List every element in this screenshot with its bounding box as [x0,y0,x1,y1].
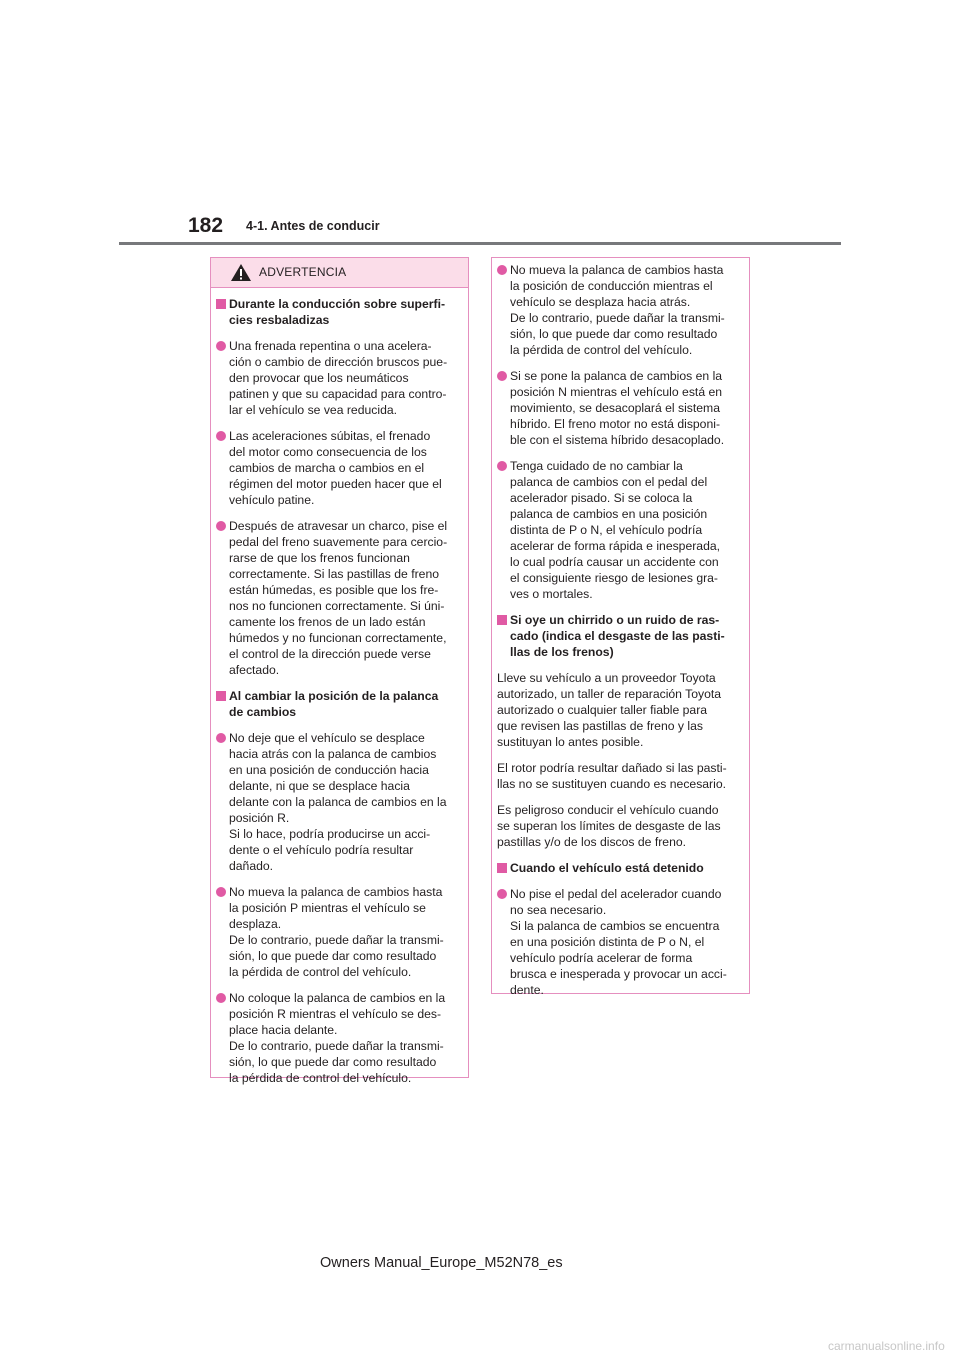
warning-bullet-item [497,368,744,448]
bullet-text: No pise el pedal del acelerador cuando no sea necesario. Si la palanca de cambios se encuentra en una posición distinta de P o N, el vehículo podría acelerar de forma brusca e inesperada y provocar un acci- dente. [510,887,727,997]
warning-bullet-item [497,262,744,358]
square-bullet-icon [216,691,226,701]
bullet-text: No deje que el vehículo se desplace hacia atrás con la palanca de cambios en una posición de conducción hacia delante, ni que se desplace hacia delante con la palanca de cambios en la posición R. Si lo hace, podría producirse un acci- dente o el vehículo podría resultar dañado. [229,731,447,873]
section-title: 4-1. Antes de conducir [246,219,380,233]
warning-box-right [491,257,750,997]
bullet-text: No mueva la palanca de cambios hasta la posición P mientras el vehículo se desplaza. De lo contrario, puede dañar la transmi- sión, lo que puede dar como resultado la pérdida de control del vehículo. [229,885,444,979]
bullet-text: No mueva la palanca de cambios hasta la posición de conducción mientras el vehículo se desplaza hacia atrás. De lo contrario, puede dañar la transmi- sión, lo que puede dar como resultado la pérdida de control del vehículo. [510,263,725,357]
round-bullet-icon [497,265,507,275]
bullet-text: Una frenada repentina o una acelera- ción o cambio de dirección bruscos pue- den provocar que los neumáticos patinen y que su capacidad para contro- lar el vehículo se vea reducida. [229,339,448,417]
round-bullet-icon [497,889,507,899]
warning-box-left [210,257,469,1085]
warning-bullet-item [216,990,463,1086]
warning-header [211,258,468,288]
warning-bullet-item [216,518,463,678]
heading-text: Durante la conducción sobre superfi- cies resbaladizas [229,297,446,327]
bullet-text: Si se pone la palanca de cambios en la posición N mientras el vehículo está en movimiento, se desacoplará el sistema híbrido. El freno motor no está disponi- ble con el sistema híbrido desacoplado. [510,369,725,447]
bullet-text: No coloque la palanca de cambios en la posición R mientras el vehículo se des- place hacia delante. De lo contrario, puede dañar la transmi- sión, lo que puede dar como resultado la pérdida de control del vehículo. [229,991,446,1085]
warning-bullet-item [216,428,463,508]
round-bullet-icon [216,431,226,441]
bullet-text: Tenga cuidado de no cambiar la palanca de cambios con el pedal del acelerador pisado. Si se coloca la palanca de cambios en una posición distinta de P o N, el vehículo podría acelerar de forma rápida e inesperada, lo cual podría causar un accidente con el consiguiente riesgo de lesiones gra- ves o mortales. [510,459,721,601]
warning-bullet-item [497,886,744,998]
warning-heading [497,860,744,876]
warning-heading [497,612,744,660]
header-rule [119,242,841,245]
heading-text: Cuando el vehículo está detenido [510,861,704,875]
round-bullet-icon [497,461,507,471]
heading-text: Si oye un chirrido o un ruido de ras- cado (indica el desgaste de las pasti- llas de los frenos) [510,613,725,659]
warning-triangle-icon [230,263,252,282]
round-bullet-icon [216,341,226,351]
warning-heading [216,296,463,328]
square-bullet-icon [497,615,507,625]
round-bullet-icon [216,887,226,897]
body-paragraph: El rotor podría resultar dañado si las pasti- llas no se sustituyen cuando es necesario. [497,761,727,791]
round-bullet-icon [497,371,507,381]
footer-manual-name: Owners Manual_Europe_M52N78_es [320,1255,563,1271]
warning-body-left [216,296,463,1096]
square-bullet-icon [497,863,507,873]
page-number: 182 [188,214,224,237]
warning-bullet-item [216,730,463,874]
round-bullet-icon [216,521,226,531]
round-bullet-icon [216,733,226,743]
warning-bullet-item [216,338,463,418]
watermark: carmanualsonline.info [828,1339,945,1353]
square-bullet-icon [216,299,226,309]
warning-title: ADVERTENCIA [259,265,347,279]
warning-body-right [497,262,744,1008]
warning-heading [216,688,463,720]
heading-text: Al cambiar la posición de la palanca de cambios [229,689,439,719]
bullet-text: Las aceleraciones súbitas, el frenado del motor como consecuencia de los cambios de marcha o cambios en el régimen del motor pueden hacer que el vehículo patine. [229,429,442,507]
body-paragraph: Es peligroso conducir el vehículo cuando se superan los límites de desgaste de las pastillas y/o de los discos de freno. [497,803,721,849]
bullet-text: Después de atravesar un charco, pise el pedal del freno suavemente para cercio- rarse de que los frenos funcionan correctamente. Si las pastillas de freno están húmedas, es posible que los fre- nos no funcionen correctamente. Si úni- camente los frenos de un lado están húmedos y no funcionan correctamente, el control de la dirección puede verse afectado. [229,519,448,677]
round-bullet-icon [216,993,226,1003]
warning-bullet-item [497,458,744,602]
body-paragraph: Lleve su vehículo a un proveedor Toyota autorizado, un taller de reparación Toyota autorizado o cualquier taller fiable para que revisen las pastillas de freno y las sustituyan lo antes posible. [497,671,722,749]
warning-bullet-item [216,884,463,980]
